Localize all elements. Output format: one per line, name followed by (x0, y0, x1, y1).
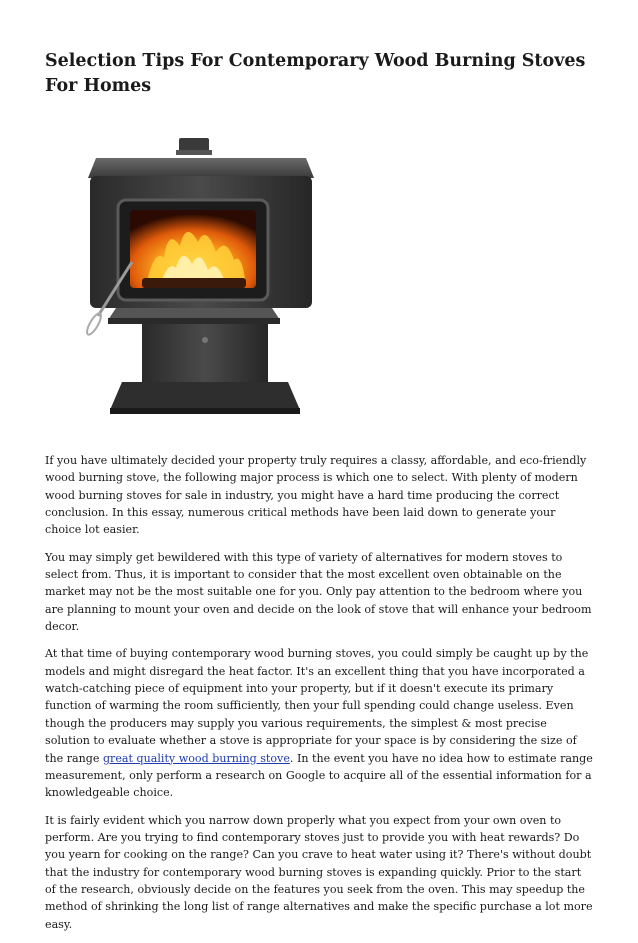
paragraph-3 (45, 645, 593, 801)
paragraph-1: If you have ultimately decided your property truly requires a classy, affordable, and eco-friendly wood burning stove, the following major process is which one to select. With plenty of modern wood burning stoves for sale in industry, you might have a hard time producing the correct conclusion. In this essay, numerous critical methods have been laid down to generate your choice lot easier. (45, 454, 587, 537)
paragraph-3-before: At that time of buying contemporary wood burning stoves, you could simply be caught up by the models and might disregard the heat factor. It's an excellent thing that you have incorporated a watch-catching piece of equipment into your property, but if it doesn't execute its primary function of warming the room sufficiently, then your full spending could change useless. Even though the producers may supply you various requirements, the simplest & most precise solution to evaluate whether a stove is appropriate for your space is by considering the size of the range (45, 647, 589, 765)
paragraph-4: It is fairly evident which you narrow down properly what you expect from your own oven to perform. Are you trying to find contemporary stoves just to provide you with heat rewards? Do you yearn for cooking on the range? Can you crave to heat water using it? There's without doubt that the industry for contemporary wood burning stoves is expanding quickly. Prior to the start of the research, obviously decide on the features you seek from the oven. This may speedup the method of shrinking the long list of range alternatives and make the specific purchase a lot more easy. (45, 813, 593, 931)
article-body (45, 452, 593, 943)
paragraph-2: You may simply get bewildered with this type of variety of alternatives for modern stoves to select from. Thus, it is important to consider that the most excellent oven obtainable on the market may not be the most suitable one for you. Only pay attention to the bedroom where you are planning to mount your oven and decide on the look of stove that will enhance your bedroom decor. (45, 550, 592, 634)
great-quality-stove-link[interactable]: great quality wood burning stove (102, 751, 290, 765)
paragraph-3-after: . In the event you have no idea how to estimate range measurement, only perform a research on Google to acquire all of the essential information for a knowledgeable choice. (45, 751, 593, 800)
stove-image (76, 128, 326, 424)
document-title: Selection Tips For Contemporary Wood Burning Stoves For Homes (45, 51, 586, 96)
wood-burning-stove-icon (76, 128, 326, 424)
